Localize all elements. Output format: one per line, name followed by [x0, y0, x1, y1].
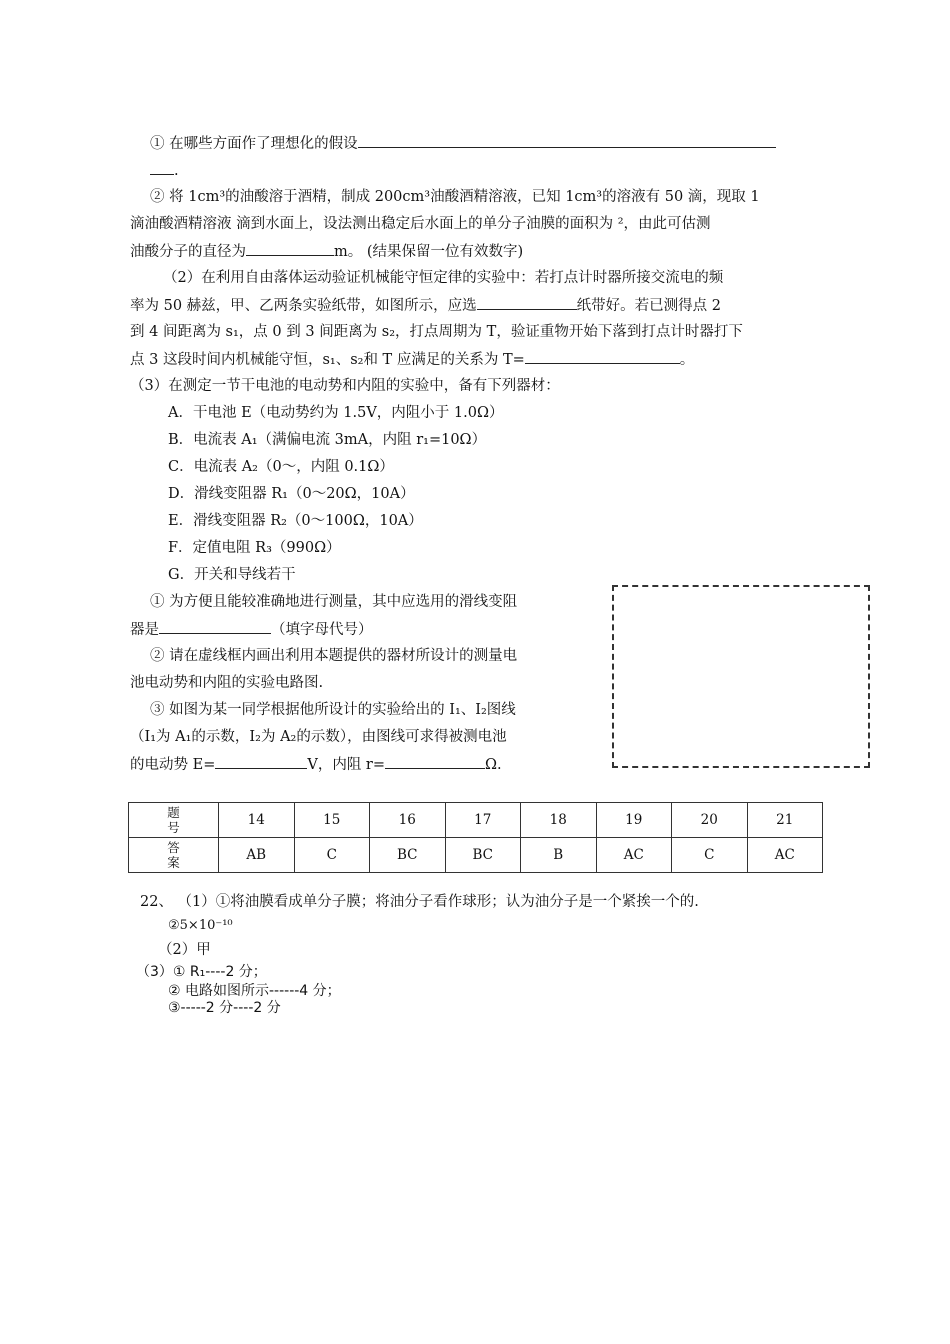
answer-cell: BC: [370, 838, 446, 873]
blank-rheostat[interactable]: [159, 619, 271, 634]
q3-option-c: C．电流表 A₂（0～，内阻 0.1Ω）: [168, 459, 394, 475]
question-number-cell: 14: [219, 803, 295, 838]
q1-item2-line1: ② 将 1cm³的油酸溶于酒精，制成 200cm³油酸酒精溶液，已知 1cm³的溶液有 50 滴，现取 1: [150, 189, 760, 205]
q3-sub3-line1: ③ 如图为某一同学根据他所设计的实验给出的 I₁、I₂图线: [150, 702, 516, 718]
header-question-number: 题 号: [129, 803, 219, 838]
q3-option-b: B．电流表 A₁（满偏电流 3mA，内阻 r₁=10Ω）: [168, 432, 487, 448]
answer-cell: B: [521, 838, 597, 873]
q3-sub3-line2: （I₁为 A₁的示数，I₂为 A₂的示数），由图线可求得被测电池: [130, 729, 507, 745]
answer-line-1: 22、 （1）①将油膜看成单分子膜；将油分子看作球形；认为油分子是一个紧挨一个的.: [140, 894, 699, 910]
q2-line4: 点 3 这段时间内机械能守恒，s₁、s₂和 T 应满足的关系为 T= 。: [130, 349, 694, 370]
answer-cell: BC: [445, 838, 521, 873]
answer-line-4: （3）① R₁----2 分；: [136, 964, 267, 980]
answer-line-6: ③-----2 分----2 分: [168, 1000, 281, 1016]
q2-line2: 率为 50 赫兹，甲、乙两条实验纸带，如图所示，应选 纸带好。若已测得点 2: [130, 295, 721, 316]
answer-cell: AB: [219, 838, 295, 873]
answer-cell: C: [672, 838, 748, 873]
q3-option-e: E．滑线变阻器 R₂（0～100Ω，10A）: [168, 513, 423, 529]
blank-period[interactable]: [525, 349, 680, 364]
table-row: [129, 838, 823, 873]
q3-sub3-line3: 的电动势 E= V，内阻 r= Ω.: [130, 754, 502, 775]
blank-assumption[interactable]: [358, 133, 776, 148]
q3-sub1-line2: 器是 （填字母代号）: [130, 619, 373, 640]
circuit-drawing-box[interactable]: [612, 585, 870, 768]
q1-item1-end: .: [150, 160, 179, 181]
q3-option-a: A．干电池 E（电动势约为 1.5V，内阻小于 1.0Ω）: [168, 405, 504, 421]
question-number-cell: 16: [370, 803, 446, 838]
blank-emf[interactable]: [215, 754, 307, 769]
q3-option-f: F．定值电阻 R₃（990Ω）: [168, 540, 341, 556]
answer-line-2: ②5×10⁻¹⁰: [168, 918, 233, 933]
q2-line3: 到 4 间距离为 s₁，点 0 到 3 间距离为 s₂，打点周期为 T，验证重物开始下落到打点计时器打下: [130, 324, 743, 340]
blank-assumption-cont[interactable]: [150, 160, 174, 175]
q1-item2-line2: 滴油酸酒精溶液 滴到水面上，设法测出稳定后水面上的单分子油膜的面积为 ²，由此可估测: [130, 216, 711, 232]
question-number-cell: 15: [294, 803, 370, 838]
q2-line1: （2）在利用自由落体运动验证机械能守恒定律的实验中：若打点计时器所接交流电的频: [163, 270, 724, 286]
question-number-cell: 19: [596, 803, 672, 838]
q1-item2-line3: 油酸分子的直径为 m。 (结果保留一位有效数字): [130, 241, 523, 262]
q3-sub1-line1: ① 为方便且能较准确地进行测量，其中应选用的滑线变阻: [150, 594, 518, 610]
blank-diameter[interactable]: [246, 241, 334, 256]
q3-sub2-line1: ② 请在虚线框内画出利用本题提供的器材所设计的测量电: [150, 648, 518, 664]
answer-line-5: ② 电路如图所示------4 分；: [168, 983, 341, 999]
answer-cell: AC: [747, 838, 823, 873]
q3-sub2-line2: 池电动势和内阻的实验电路图.: [130, 675, 324, 691]
question-number-cell: 20: [672, 803, 748, 838]
header-answer: 答 案: [129, 838, 219, 873]
answer-cell: C: [294, 838, 370, 873]
answer-table: [128, 802, 823, 873]
q3-intro: （3）在测定一节干电池的电动势和内阻的实验中，备有下列器材：: [130, 378, 560, 394]
q3-option-d: D．滑线变阻器 R₁（0～20Ω，10A）: [168, 486, 415, 502]
question-number-cell: 21: [747, 803, 823, 838]
q1-item1: ① 在哪些方面作了理想化的假设: [150, 133, 776, 154]
blank-resistance[interactable]: [385, 754, 485, 769]
question-number-cell: 17: [445, 803, 521, 838]
q3-option-g: G．开关和导线若干: [168, 567, 296, 583]
answer-line-3: （2）甲: [158, 942, 211, 958]
question-number-cell: 18: [521, 803, 597, 838]
blank-tape[interactable]: [477, 295, 577, 310]
table-row: [129, 803, 823, 838]
answer-cell: AC: [596, 838, 672, 873]
